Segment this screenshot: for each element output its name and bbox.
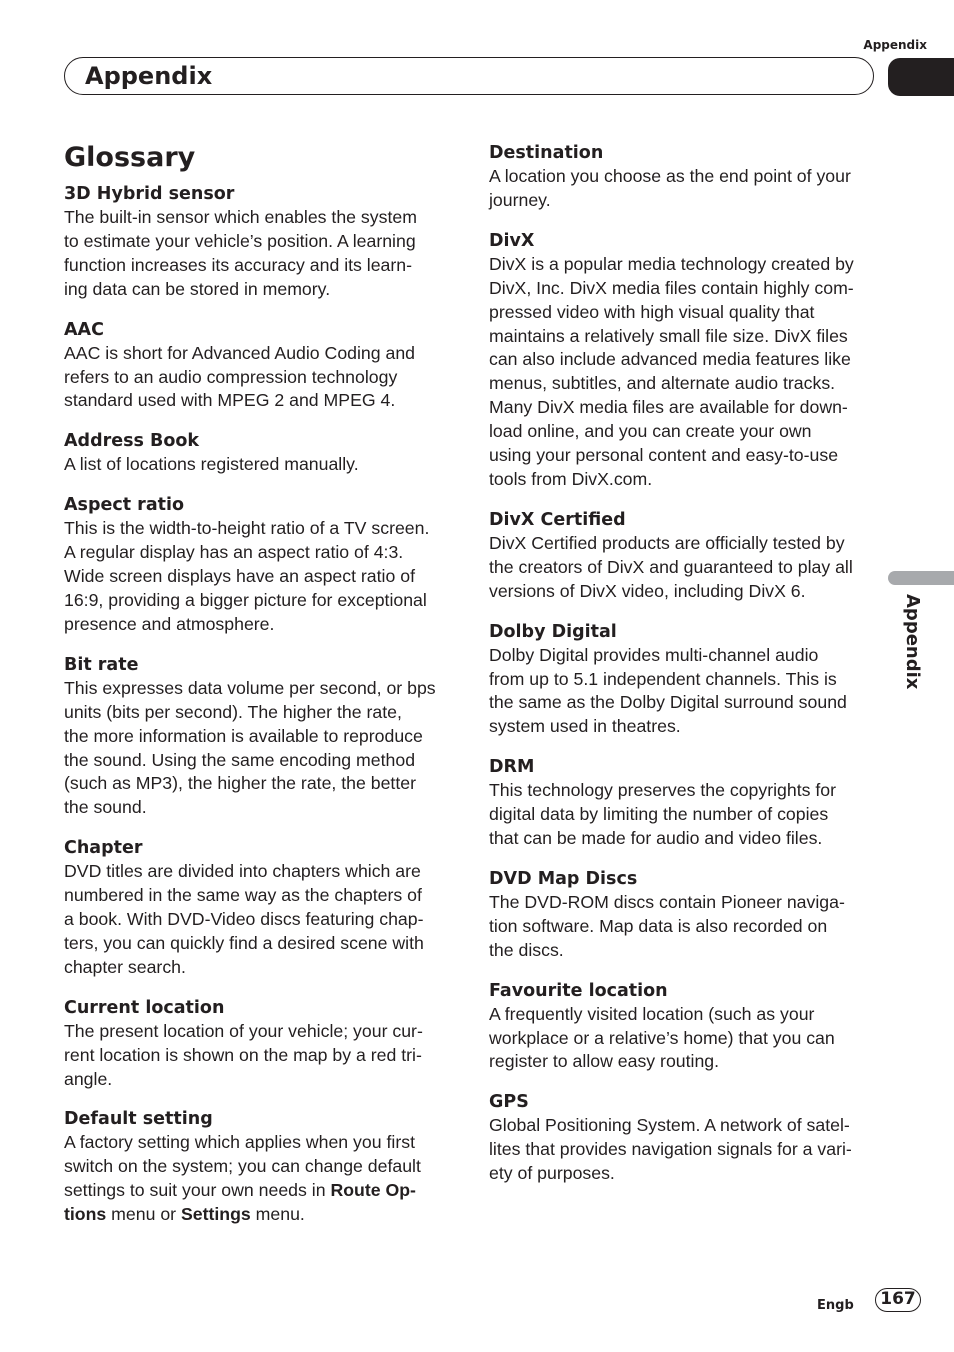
glossary-term: DivX Certified	[489, 509, 626, 530]
definition-line: workplace or a relative’s home) that you can	[489, 1027, 835, 1048]
page-title: Glossary	[64, 142, 196, 173]
glossary-definition	[489, 779, 881, 851]
definition-line: A regular display has an aspect ratio of 4:3.	[64, 542, 404, 563]
glossary-definition	[489, 1003, 881, 1075]
glossary-definition	[64, 860, 456, 980]
section-tab-marker	[888, 58, 954, 96]
glossary-entry	[64, 836, 456, 980]
glossary-column-left	[64, 182, 456, 1243]
definition-line: DVD titles are divided into chapters which are	[64, 861, 421, 882]
glossary-definition	[64, 517, 456, 637]
glossary-entry	[64, 493, 456, 637]
glossary-definition	[64, 677, 456, 820]
glossary-entry	[489, 755, 881, 851]
glossary-term: GPS	[489, 1092, 529, 1113]
definition-line: numbered in the same way as the chapters of	[64, 885, 422, 906]
glossary-term: Favourite location	[489, 980, 668, 1001]
glossary-definition	[64, 206, 456, 302]
definition-line: AAC is short for Advanced Audio Coding and	[64, 342, 416, 363]
glossary-definition	[489, 1114, 881, 1186]
glossary-definition	[489, 165, 881, 213]
definition-line: units (bits per second). The higher the rate,	[64, 701, 402, 722]
definition-line: menus, subtitles, and alternate audio tracks.	[489, 373, 836, 394]
side-section-label: Appendix	[902, 594, 923, 690]
glossary-entry	[489, 508, 881, 604]
definition-text: menu or	[106, 1204, 181, 1225]
section-header-bar	[64, 57, 874, 95]
glossary-term: AAC	[64, 319, 104, 340]
glossary-term: Destination	[489, 143, 604, 163]
definition-line: The DVD-ROM discs contain Pioneer naviga-	[489, 891, 845, 912]
definition-line: settings to suit your own needs in	[64, 1180, 331, 1201]
definition-line: The present location of your vehicle; your cur-	[64, 1020, 423, 1041]
glossary-definition	[489, 891, 881, 963]
glossary-term: Chapter	[64, 838, 143, 859]
glossary-entry	[489, 1090, 881, 1186]
glossary-entry	[489, 867, 881, 963]
definition-line: function increases its accuracy and its learn-	[64, 254, 413, 275]
glossary-definition	[64, 342, 456, 414]
page-number: 167	[875, 1288, 921, 1312]
definition-line: Dolby Digital provides multi-channel audio	[489, 644, 819, 665]
definition-line: Wide screen displays have an aspect ratio of	[64, 566, 415, 587]
definition-line: versions of DivX video, including DivX 6.	[489, 580, 806, 601]
glossary-entry	[64, 996, 456, 1092]
definition-line: can also include advanced media features like	[489, 349, 851, 370]
definition-line: standard used with MPEG 2 and MPEG 4.	[64, 390, 396, 411]
definition-line: switch on the system; you can change default	[64, 1156, 421, 1177]
definition-line: Many DivX media files are available for down-	[489, 397, 848, 418]
glossary-entry	[489, 979, 881, 1075]
definition-line: the discs.	[489, 939, 564, 960]
definition-line: This technology preserves the copyrights for	[489, 780, 837, 801]
definition-line: the creators of DivX and guaranteed to play all	[489, 556, 853, 577]
definition-line: tion software. Map data is also recorded on	[489, 915, 828, 936]
definition-line: angle.	[64, 1068, 113, 1089]
glossary-term: Address Book	[64, 431, 200, 452]
glossary-definition	[64, 453, 456, 477]
definition-line: from up to 5.1 independent channels. This is	[489, 668, 837, 689]
definition-line: using your personal content and easy-to-use	[489, 445, 839, 466]
glossary-term: 3D Hybrid sensor	[64, 184, 235, 204]
definition-line: Global Positioning System. A network of satel-	[489, 1115, 850, 1136]
glossary-column-right	[489, 141, 881, 1202]
definition-line: a book. With DVD-Video discs featuring chap-	[64, 909, 424, 930]
glossary-entry	[64, 653, 456, 820]
section-title: Appendix	[85, 62, 213, 90]
glossary-definition	[489, 532, 881, 604]
glossary-term: Current location	[64, 997, 225, 1018]
definition-line: A frequently visited location (such as your	[489, 1003, 815, 1024]
menu-name: Settings	[180, 1204, 251, 1225]
definition-line: tools from DivX.com.	[489, 468, 653, 489]
definition-line: DivX is a popular media technology created by	[489, 253, 854, 274]
glossary-term: Bit rate	[64, 654, 139, 675]
glossary-definition	[489, 644, 881, 740]
menu-name: Route Op-	[330, 1180, 416, 1201]
definition-line: The built-in sensor which enables the system	[64, 207, 417, 227]
glossary-term: Default setting	[64, 1109, 213, 1130]
glossary-entry	[64, 429, 456, 477]
definition-line: pressed video with high visual quality that	[489, 301, 815, 322]
glossary-entry	[64, 318, 456, 414]
definition-line: (such as MP3), the higher the rate, the better	[64, 773, 416, 794]
definition-line: A location you choose as the end point of your	[489, 166, 851, 186]
side-tab-marker	[888, 571, 954, 585]
glossary-term: DivX	[489, 230, 535, 251]
glossary-definition	[64, 1020, 456, 1092]
glossary-term: DVD Map Discs	[489, 868, 638, 889]
definition-line: chapter search.	[64, 956, 186, 977]
glossary-entry	[64, 182, 456, 302]
definition-line: This is the width-to-height ratio of a TV screen.	[64, 518, 430, 539]
definition-line: the sound. Using the same encoding method	[64, 749, 416, 770]
glossary-entry	[489, 620, 881, 740]
definition-line: refers to an audio compression technology	[64, 366, 398, 387]
definition-line: maintains a relatively small file size. DivX files	[489, 325, 848, 346]
glossary-term: Aspect ratio	[64, 495, 185, 516]
definition-line: register to allow easy routing.	[489, 1051, 720, 1072]
definition-line: the sound.	[64, 797, 147, 818]
definition-line: DivX Certified products are officially tested by	[489, 532, 845, 553]
definition-line: journey.	[489, 189, 551, 210]
definition-line: system used in theatres.	[489, 716, 681, 737]
glossary-entry	[489, 229, 881, 492]
definition-line: 16:9, providing a bigger picture for exceptional	[64, 589, 427, 610]
glossary-definition	[64, 1131, 456, 1227]
definition-line: digital data by limiting the number of copies	[489, 804, 829, 825]
definition-line: This expresses data volume per second, or bps	[64, 677, 436, 698]
definition-line: presence and atmosphere.	[64, 613, 275, 634]
definition-line: A factory setting which applies when you first	[64, 1132, 415, 1153]
definition-line: that can be made for audio and video files.	[489, 828, 823, 849]
definition-line: rent location is shown on the map by a red tri-	[64, 1044, 422, 1065]
definition-line: to estimate your vehicle’s position. A learning	[64, 230, 416, 251]
menu-name: tions	[64, 1204, 107, 1225]
glossary-entry	[489, 141, 881, 213]
definition-text: menu.	[250, 1204, 305, 1225]
definition-line: A list of locations registered manually.	[64, 454, 359, 475]
glossary-entry	[64, 1107, 456, 1227]
definition-line: load online, and you can create your own	[489, 421, 812, 442]
glossary-term: DRM	[489, 757, 535, 778]
definition-line: ters, you can quickly find a desired scene with	[64, 932, 424, 953]
definition-line: ing data can be stored in memory.	[64, 278, 331, 299]
definition-line: the same as the Dolby Digital surround sound	[489, 692, 847, 713]
definition-line: DivX, Inc. DivX media files contain highly com-	[489, 277, 854, 298]
definition-line: ety of purposes.	[489, 1163, 615, 1184]
glossary-term: Dolby Digital	[489, 621, 617, 642]
glossary-definition	[489, 253, 881, 492]
running-header-label: Appendix	[863, 38, 927, 52]
definition-line: lites that provides navigation signals for a vari-	[489, 1139, 852, 1160]
footer-language: Engb	[817, 1298, 854, 1313]
definition-line: the more information is available to reproduce	[64, 725, 423, 746]
